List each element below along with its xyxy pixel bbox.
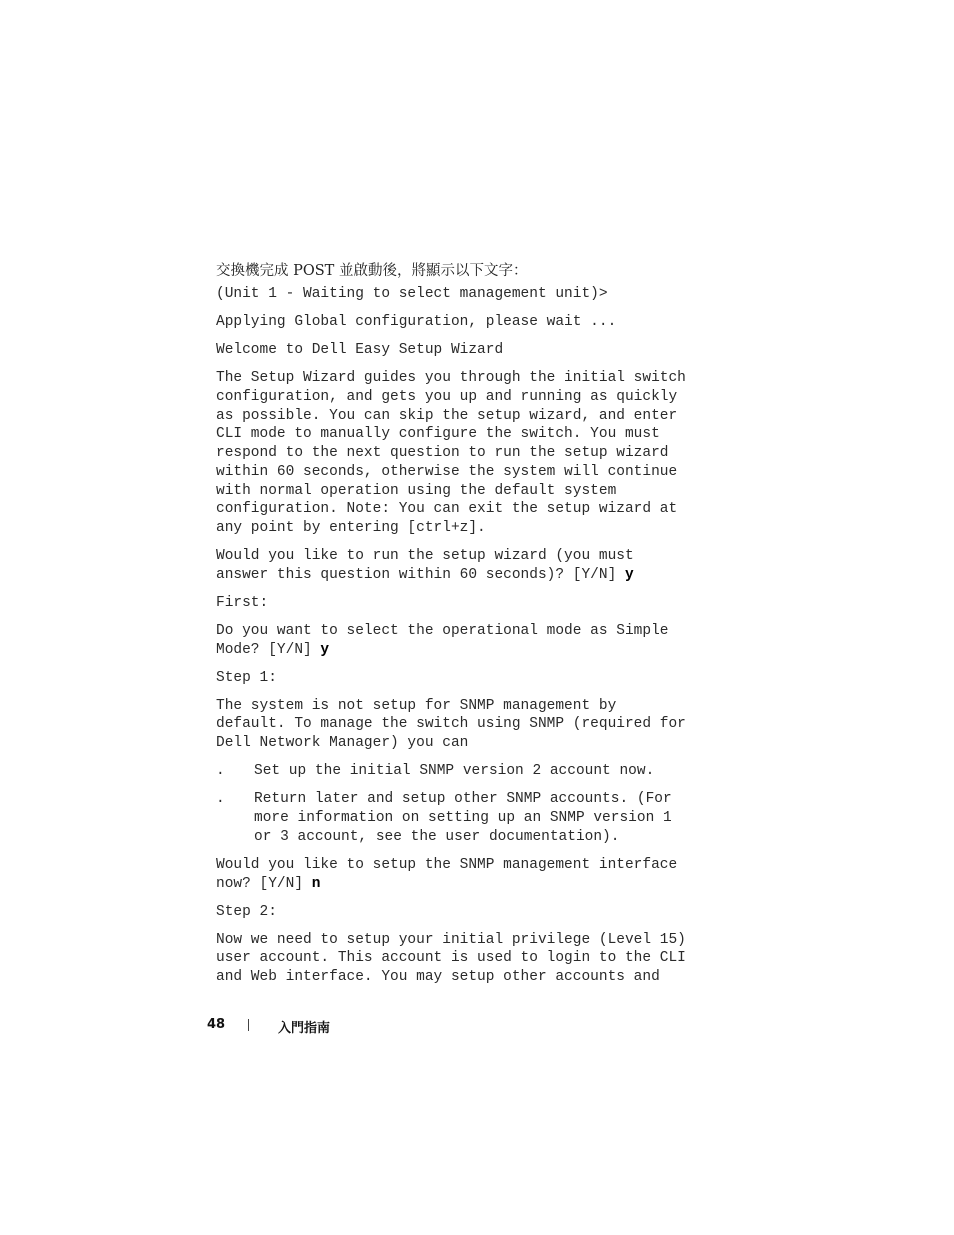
run-wizard-answer: y <box>624 566 634 583</box>
snmp-question <box>216 856 716 893</box>
unit-wait-line: (Unit 1 - Waiting to select management unit)> <box>216 286 608 302</box>
step1-label: Step 1: <box>216 669 277 686</box>
bullet-dot: . <box>216 763 225 780</box>
bullet-text: Return later and setup other SNMP accounts. (For more information on setting up an SNMP version 1 or 3 account, see the user documentation). <box>254 791 672 845</box>
snmp-intro-paragraph: The system is not setup for SNMP management by default. To manage the switch using SNMP (required for Dell Network Manager) you can <box>216 697 686 752</box>
page-number: 48 <box>207 1017 226 1032</box>
welcome-line: Welcome to Dell Easy Setup Wizard <box>216 342 504 359</box>
wizard-guide-paragraph: The Setup Wizard guides you through the initial switch configuration, and gets you up and running as quickly as possible. You can skip the setup wizard, and enter CLI mode to manually configure the switch. You must respond to the next question to run the setup wizard within 60 seconds, otherwise the system will continue with normal operation using the default system configuration. Note: You can exit the setup wizard at any point by entering [ctrl+z]. <box>216 370 686 536</box>
list-item <box>216 790 716 846</box>
snmp-question-text: Would you like to setup the SNMP management interface now? [Y/N] <box>216 856 678 892</box>
run-wizard-question <box>216 547 716 584</box>
bullet-text: Set up the initial SNMP version 2 account now. <box>254 763 655 780</box>
bullet-dot: . <box>216 791 225 808</box>
applying-line: Applying Global configuration, please wait ... <box>216 314 617 331</box>
footer-title: 入門指南 <box>278 1021 331 1036</box>
mode-question <box>216 622 716 659</box>
list-item <box>216 762 716 781</box>
privilege-paragraph: Now we need to setup your initial privilege (Level 15) user account. This account is used to login to the CLI and Web interface. You may setup other accounts and <box>216 931 686 986</box>
run-wizard-question-text: Would you like to run the setup wizard (you must answer this question within 60 seconds)? [Y/N] <box>216 548 634 583</box>
mode-question-text: Do you want to select the operational mode as Simple Mode? [Y/N] <box>216 622 669 658</box>
mode-answer: y <box>320 641 330 658</box>
first-label: First: <box>216 594 269 611</box>
footer-divider <box>248 1019 249 1031</box>
snmp-answer: n <box>311 875 321 892</box>
intro-text: 交換機完成 POST 並啟動後，將顯示以下文字： <box>216 263 528 279</box>
console-output <box>216 285 716 996</box>
step2-label: Step 2: <box>216 903 277 920</box>
